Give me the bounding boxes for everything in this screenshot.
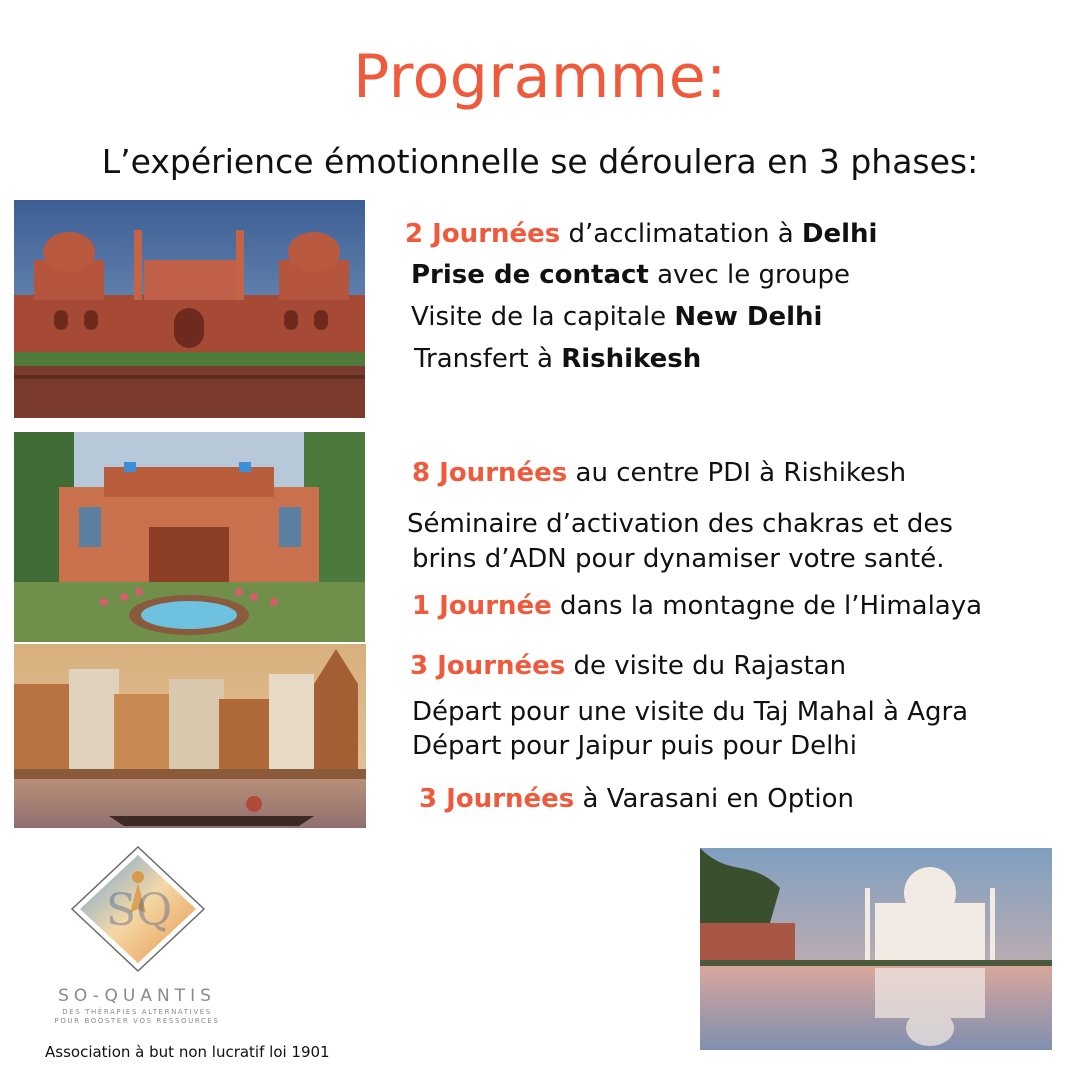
phase2-line2: Séminaire d’activation des chakras et des [407, 509, 953, 539]
varanasi-duration: 3 Journées [419, 784, 575, 814]
phase1-line3: Visite de la capitale New Delhi [411, 302, 823, 332]
phase1-line4: Transfert à Rishikesh [414, 344, 702, 374]
phase3-line1: 3 Journées de visite du Rajastan [410, 651, 847, 681]
brand-name: SO-QUANTIS [58, 986, 216, 1006]
phase1-line2: Prise de contact avec le groupe [411, 260, 850, 290]
taj-mahal-photo [700, 848, 1052, 1050]
phase1-line1: 2 Journées d’acclimatation à Delhi [405, 219, 878, 249]
phase3-duration: 3 Journées [410, 651, 566, 681]
phase3-line4: 3 Journées à Varasani en Option [419, 784, 855, 814]
red-fort-photo [14, 200, 365, 418]
phase2-line1: 8 Journées au centre PDI à Rishikesh [412, 458, 907, 488]
pdi-center-photo [14, 432, 365, 642]
page-subtitle: L’expérience émotionnelle se déroulera en 3 phases: [101, 142, 979, 181]
phase2-duration: 8 Journées [412, 458, 568, 488]
svg-text:SQ: SQ [106, 885, 173, 936]
brand-tagline: DES THÉRAPIES ALTERNATIVES POUR BOOSTER VOS RESSOURCES [54, 1008, 220, 1025]
association-footer: Association à but non lucratif loi 1901 [45, 1043, 330, 1061]
so-quantis-logo [66, 843, 211, 978]
phase3-line2: Départ pour une visite du Taj Mahal à Agra [412, 697, 969, 727]
phase3-line3: Départ pour Jaipur puis pour Delhi [412, 731, 858, 761]
varanasi-ghats-photo [14, 644, 366, 828]
phase1-duration: 2 Journées [405, 219, 561, 249]
phase2-line4: 1 Journée dans la montagne de l’Himalaya [412, 591, 983, 621]
page-title: Programme: [353, 42, 727, 112]
himalaya-duration: 1 Journée [412, 591, 552, 621]
phase2-line3: brins d’ADN pour dynamiser votre santé. [412, 544, 945, 574]
